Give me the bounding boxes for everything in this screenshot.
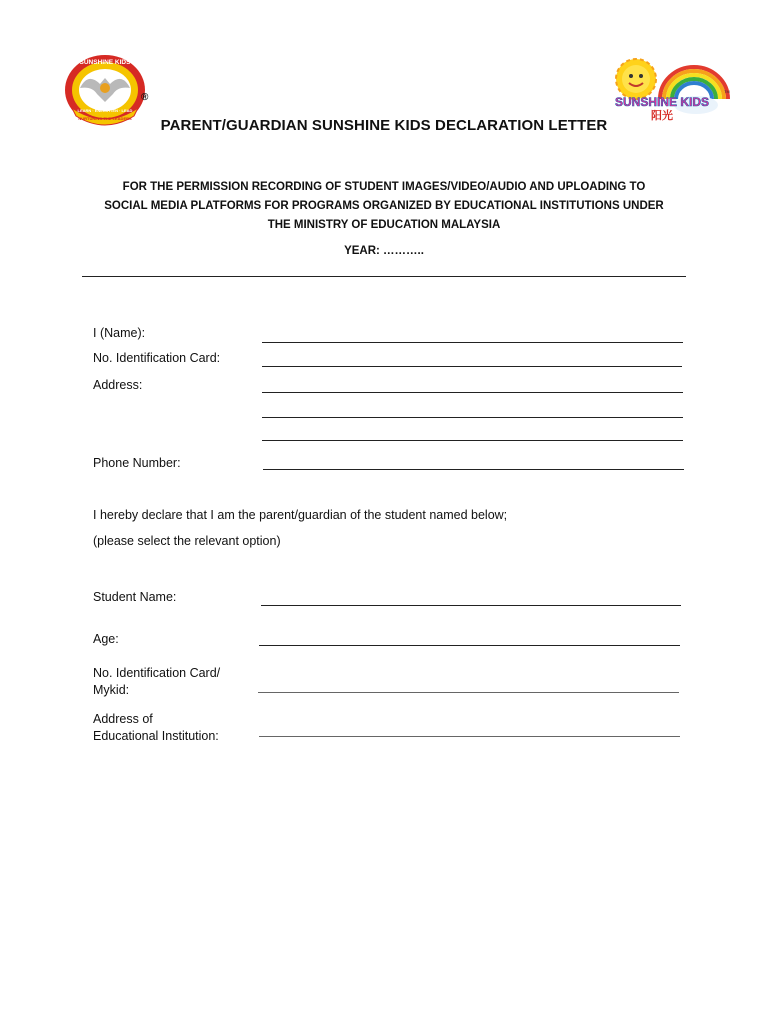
sunshine-kids-rainbow-logo bbox=[606, 55, 730, 125]
institution-address-label bbox=[93, 711, 219, 745]
address-field-line-3[interactable] bbox=[262, 440, 683, 441]
crest-top-text: SUNSHINE KIDS bbox=[79, 59, 131, 66]
year-label: YEAR: ……….. bbox=[344, 245, 424, 257]
student-name-field[interactable] bbox=[261, 605, 681, 606]
parent-id-field[interactable] bbox=[262, 366, 682, 367]
institution-label-line-2: Educational Institution: bbox=[93, 729, 219, 743]
declaration-subtitle bbox=[84, 178, 684, 235]
student-id-label-line-1: No. Identification Card/ bbox=[93, 666, 221, 680]
rainbow-logo-wordmark: SUNSHINE KIDS bbox=[614, 95, 710, 109]
phone-label: Phone Number: bbox=[93, 456, 181, 470]
subtitle-line: THE MINISTRY OF EDUCATION MALAYSIA bbox=[267, 219, 501, 231]
parent-name-field[interactable] bbox=[262, 342, 683, 343]
trademark-mark: TM bbox=[724, 89, 730, 94]
age-field[interactable] bbox=[259, 645, 680, 646]
subtitle-line: SOCIAL MEDIA PLATFORMS FOR PROGRAMS ORGANIZED BY EDUCATIONAL INSTITUTIONS UNDER bbox=[104, 200, 664, 212]
subtitle-line: FOR THE PERMISSION RECORDING OF STUDENT IMAGES/VIDEO/AUDIO AND UPLOADING TO bbox=[122, 181, 646, 193]
selection-instruction: (please select the relevant option) bbox=[93, 534, 281, 548]
registered-mark: ® bbox=[141, 92, 149, 103]
address-field-line-2[interactable] bbox=[262, 417, 683, 418]
address-label: Address: bbox=[93, 378, 143, 392]
page-title: PARENT/GUARDIAN SUNSHINE KIDS DECLARATION LETTER bbox=[160, 117, 608, 134]
parent-name-label: I (Name): bbox=[93, 326, 146, 340]
age-label: Age: bbox=[93, 632, 119, 646]
crest-banner-text: NURTURING THE LEADERS bbox=[78, 116, 132, 121]
institution-address-field[interactable] bbox=[259, 736, 680, 737]
institution-label-line-1: Address of bbox=[93, 712, 153, 726]
parent-id-label: No. Identification Card: bbox=[93, 351, 221, 365]
declaration-statement: I hereby declare that I am the parent/guardian of the student named below; bbox=[93, 508, 508, 522]
address-field-line-1[interactable] bbox=[262, 392, 683, 393]
header-divider bbox=[82, 276, 686, 277]
student-id-label-line-2: Mykid: bbox=[93, 683, 130, 697]
student-id-field[interactable] bbox=[258, 692, 679, 693]
phone-field[interactable] bbox=[263, 469, 684, 470]
student-id-label bbox=[93, 665, 220, 699]
rainbow-logo-chinese: 阳光 bbox=[651, 109, 673, 122]
student-name-label: Student Name: bbox=[93, 590, 177, 604]
crest-motto-text: LEARN · ENLIGHTEN · LEAD bbox=[77, 108, 133, 113]
sun-icon bbox=[616, 59, 656, 99]
